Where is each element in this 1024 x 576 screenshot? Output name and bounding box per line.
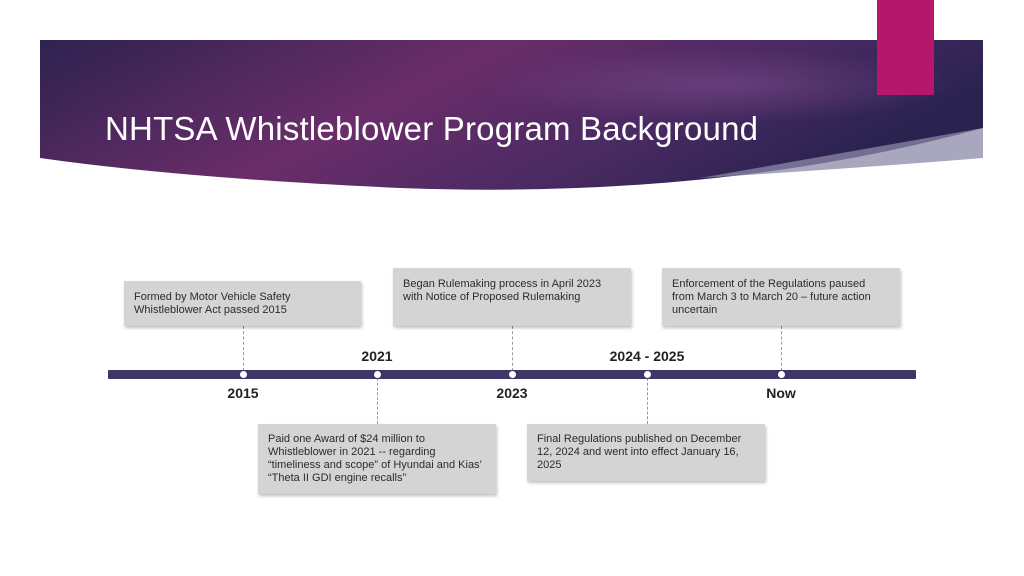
accent-tab xyxy=(877,0,934,95)
connector-2021 xyxy=(377,378,378,424)
event-box-now: Enforcement of the Regulations paused from March 3 to March 20 – future action uncertain xyxy=(662,268,900,326)
year-label-2015: 2015 xyxy=(227,385,259,401)
timeline-dot-now xyxy=(778,371,785,378)
year-label-2024-2025: 2024 - 2025 xyxy=(609,348,685,364)
timeline-dot-2024-2025 xyxy=(644,371,651,378)
timeline-dot-2021 xyxy=(374,371,381,378)
connector-2024-2025 xyxy=(647,378,648,424)
event-box-2023: Began Rulemaking process in April 2023 with Notice of Proposed Rulemaking xyxy=(393,268,631,326)
year-label-now: Now xyxy=(766,385,796,401)
event-box-2024-2025: Final Regulations published on December 12, 2024 and went into effect January 16, 2025 xyxy=(527,424,765,481)
timeline-dot-2023 xyxy=(509,371,516,378)
year-label-2021: 2021 xyxy=(361,348,393,364)
year-label-2023: 2023 xyxy=(496,385,528,401)
connector-now xyxy=(781,326,782,371)
title-banner xyxy=(0,0,1024,200)
connector-2015 xyxy=(243,326,244,371)
event-box-2021: Paid one Award of $24 million to Whistleblower in 2021 -- regarding “timeliness and scope” of Hyundai and Kias’ “Theta II GDI engine recalls” xyxy=(258,424,496,494)
timeline-dot-2015 xyxy=(240,371,247,378)
event-box-2015: Formed by Motor Vehicle Safety Whistleblower Act passed 2015 xyxy=(124,281,361,326)
connector-2023 xyxy=(512,326,513,371)
slide-title: NHTSA Whistleblower Program Background xyxy=(105,110,759,148)
